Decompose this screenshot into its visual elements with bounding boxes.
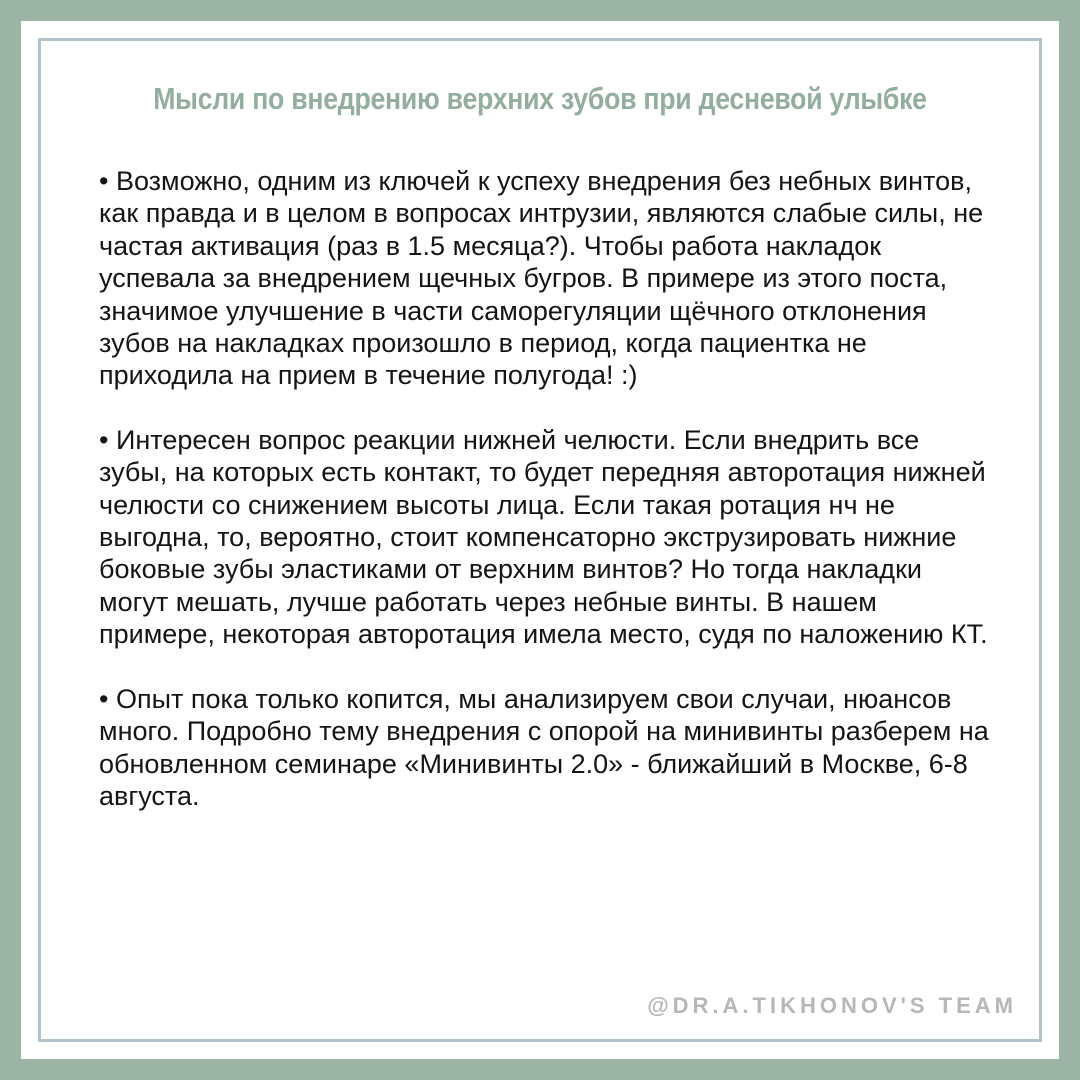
paragraph-3: • Опыт пока только копится, мы анализируем свои случаи, нюансов много. Подробно тему внедрения с опорой на минивинты разберем на обновленном семинаре «Минивинты 2.0» - ближайший в Москве, 6-8 августа. bbox=[99, 683, 989, 811]
post-body bbox=[99, 165, 989, 844]
paragraph-1: • Возможно, одним из ключей к успеху внедрения без небных винтов, как правда и в целом в вопросах интрузии, являются слабые силы, не частая активация (раз в 1.5 месяца?). Чтобы работа накладок успевала за внедрением щечных бугров. В примере из этого поста, значимое улучшение в части саморегуляции щёчного отклонения зубов на накладках произошло в период, когда пациентка не приходила на прием в течение полугода! :) bbox=[99, 166, 984, 391]
paragraph-2: • Интересен вопрос реакции нижней челюсти. Если внедрить все зубы, на которых есть контакт, то будет передняя авторотация нижней челюсти со снижением высоты лица. Если такая ротация нч не выгодна, то, вероятно, стоит компенсаторно экструзировать нижние боковые зубы эластиками от верхним винтов? Но тогда накладки могут мешать, лучше работать через небные винты. В нашем примере, некоторая авторотация имела место, судя по наложению КТ. bbox=[99, 424, 988, 650]
post-card bbox=[21, 21, 1059, 1059]
post-title: Мысли по внедрению верхних зубов при десневой улыбке bbox=[153, 81, 927, 116]
author-credit: @DR.A.TIKHONOV'S TEAM bbox=[647, 993, 1017, 1018]
